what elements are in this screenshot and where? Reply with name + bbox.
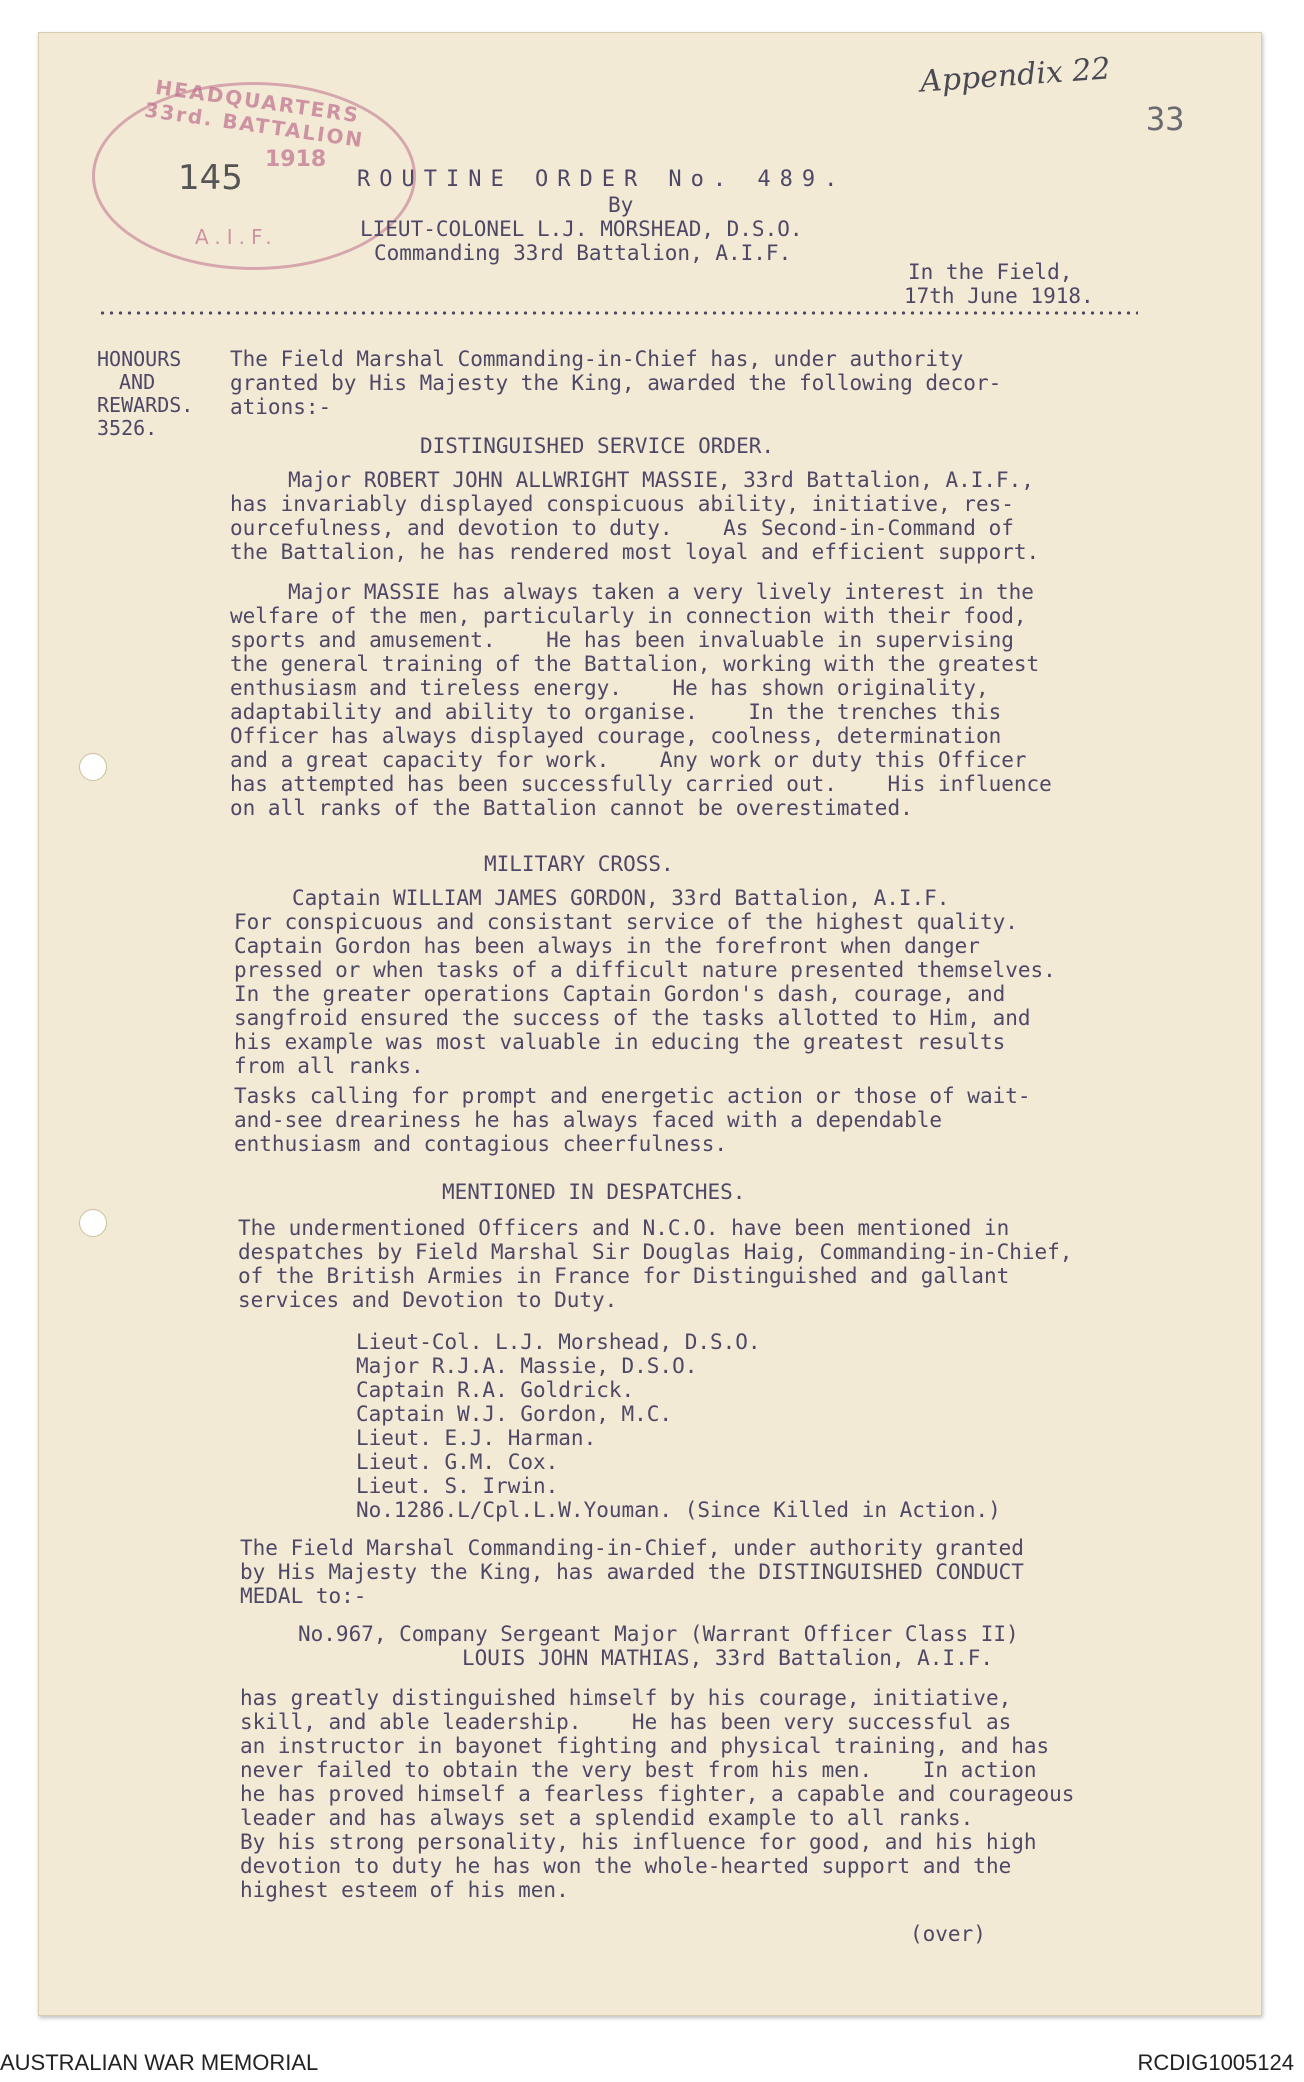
dso-line: sports and amusement. He has been invaluable in supervising <box>230 628 1014 652</box>
dcm-line: leader and has always set a splendid example to all ranks. <box>240 1806 974 1830</box>
dso-line: has attempted has been successfully carried out. His influence <box>230 772 1052 796</box>
mid-line: The undermentioned Officers and N.C.O. have been mentioned in <box>238 1216 1010 1240</box>
dso-line: ourcefulness, and devotion to duty. As Second-in-Command of <box>230 516 1014 540</box>
margin-subject <box>97 348 193 440</box>
page-number: 33 <box>1146 100 1185 138</box>
dotted-separator <box>98 310 1138 316</box>
appendix-annotation: Appendix 22 <box>919 51 1112 100</box>
mc-line: For conspicuous and consistant service of the highest quality. <box>234 910 1018 934</box>
mid-line: despatches by Field Marshal Sir Douglas Haig, Commanding-in-Chief, <box>238 1240 1073 1264</box>
dso-line: adaptability and ability to organise. In the trenches this <box>230 700 1002 724</box>
footer-institution: AUSTRALIAN WAR MEMORIAL <box>0 2050 319 2075</box>
dcm-intro-line: by His Majesty the King, has awarded the DISTINGUISHED CONDUCT <box>240 1560 1024 1584</box>
mc-line: Captain Gordon has been always in the forefront when danger <box>234 934 980 958</box>
dso-heading: DISTINGUISHED SERVICE ORDER. <box>420 434 775 458</box>
order-title: ROUTINE ORDER No. 489. <box>357 167 847 192</box>
dcm-line: never failed to obtain the very best from his men. In action <box>240 1758 1037 1782</box>
mid-list-item: Lieut. S. Irwin. <box>356 1474 559 1498</box>
dso-line: welfare of the men, particularly in connection with their food, <box>230 604 1027 628</box>
footer-reference: RCDIG1005124 <box>1137 2050 1294 2075</box>
mid-list-item: Lieut-Col. L.J. Morshead, D.S.O. <box>356 1330 761 1354</box>
mc-line: from all ranks. <box>234 1054 424 1078</box>
margin-line: AND <box>119 370 156 394</box>
punch-hole <box>79 753 107 781</box>
mc-line: pressed or when tasks of a difficult nature presented themselves. <box>234 958 1056 982</box>
order-place: In the Field, <box>908 260 1073 284</box>
dcm-line: skill, and able leadership. He has been very successful as <box>240 1710 1012 1734</box>
intro-line: granted by His Majesty the King, awarded the following decor- <box>230 371 1002 395</box>
margin-line: REWARDS. <box>97 393 194 417</box>
dso-line: Major ROBERT JOHN ALLWRIGHT MASSIE, 33rd Battalion, A.I.F., <box>288 468 1034 492</box>
mid-line: services and Devotion to Duty. <box>238 1288 618 1312</box>
mc-line: his example was most valuable in educing the greatest results <box>234 1030 1006 1054</box>
order-author: LIEUT-COLONEL L.J. MORSHEAD, D.S.O. <box>360 217 803 241</box>
dcm-line: By his strong personality, his influence for good, and his high <box>240 1830 1037 1854</box>
mid-list-item: Captain R.A. Goldrick. <box>356 1378 635 1402</box>
dso-line: enthusiasm and tireless energy. He has shown originality, <box>230 676 989 700</box>
mc-line: enthusiasm and contagious cheerfulness. <box>234 1132 728 1156</box>
order-command: Commanding 33rd Battalion, A.I.F. <box>374 241 792 265</box>
mc-line: sangfroid ensured the success of the tasks allotted to Him, and <box>234 1006 1031 1030</box>
dcm-name-line: LOUIS JOHN MATHIAS, 33rd Battalion, A.I.F. <box>462 1646 994 1670</box>
intro-line: ations:- <box>230 395 332 419</box>
dcm-intro-line: The Field Marshal Commanding-in-Chief, under authority granted <box>240 1536 1024 1560</box>
mid-list-item: Lieut. E.J. Harman. <box>356 1426 597 1450</box>
stamp-year: 1918 <box>265 147 327 172</box>
punch-hole <box>79 1209 107 1237</box>
order-by: By <box>608 193 634 217</box>
mid-list-item: Lieut. G.M. Cox. <box>356 1450 559 1474</box>
dcm-intro-line: MEDAL to:- <box>240 1584 367 1608</box>
mc-line: Tasks calling for prompt and energetic action or those of wait- <box>234 1084 1031 1108</box>
intro-line: The Field Marshal Commanding-in-Chief has, under authority <box>230 347 964 371</box>
dso-line: the general training of the Battalion, working with the greatest <box>230 652 1040 676</box>
dcm-line: devotion to duty he has won the whole-hearted support and the <box>240 1854 1012 1878</box>
mc-line: and-see dreariness he has always faced with a dependable <box>234 1108 943 1132</box>
dso-line: Officer has always displayed courage, coolness, determination <box>230 724 1002 748</box>
dso-line: on all ranks of the Battalion cannot be overestimated. <box>230 796 913 820</box>
order-date: 17th June 1918. <box>904 284 1094 308</box>
mc-heading: MILITARY CROSS. <box>484 852 674 876</box>
mc-line: Captain WILLIAM JAMES GORDON, 33rd Battalion, A.I.F. <box>292 886 950 910</box>
stamp-text: HEADQUARTERS 33rd. BATTALION <box>143 74 366 153</box>
over-note: (over) <box>910 1922 986 1946</box>
dso-line: Major MASSIE has always taken a very lively interest in the <box>288 580 1034 604</box>
mid-list-item: Major R.J.A. Massie, D.S.O. <box>356 1354 698 1378</box>
dso-line: and a great capacity for work. Any work or duty this Officer <box>230 748 1027 772</box>
margin-number: 3526. <box>97 416 158 440</box>
dcm-line: highest esteem of his men. <box>240 1878 569 1902</box>
mc-line: In the greater operations Captain Gordon's dash, courage, and <box>234 982 1006 1006</box>
dso-line: the Battalion, he has rendered most loyal and efficient support. <box>230 540 1040 564</box>
dcm-line: he has proved himself a fearless fighter, a capable and courageous <box>240 1782 1075 1806</box>
stamp-aif: A.I.F. <box>195 225 278 249</box>
mid-list-item: No.1286.L/Cpl.L.W.Youman. (Since Killed in Action.) <box>356 1498 1001 1522</box>
dso-line: has invariably displayed conspicuous ability, initiative, res- <box>230 492 1014 516</box>
mid-list-item: Captain W.J. Gordon, M.C. <box>356 1402 673 1426</box>
margin-line: HONOURS <box>97 347 182 371</box>
dcm-name-line: No.967, Company Sergeant Major (Warrant Officer Class II) <box>298 1622 1019 1646</box>
dcm-line: an instructor in bayonet fighting and physical training, and has <box>240 1734 1050 1758</box>
handwritten-number: 145 <box>178 158 243 198</box>
dcm-line: has greatly distinguished himself by his courage, initiative, <box>240 1686 1012 1710</box>
mid-heading: MENTIONED IN DESPATCHES. <box>442 1180 746 1204</box>
mid-line: of the British Armies in France for Distinguished and gallant <box>238 1264 1010 1288</box>
